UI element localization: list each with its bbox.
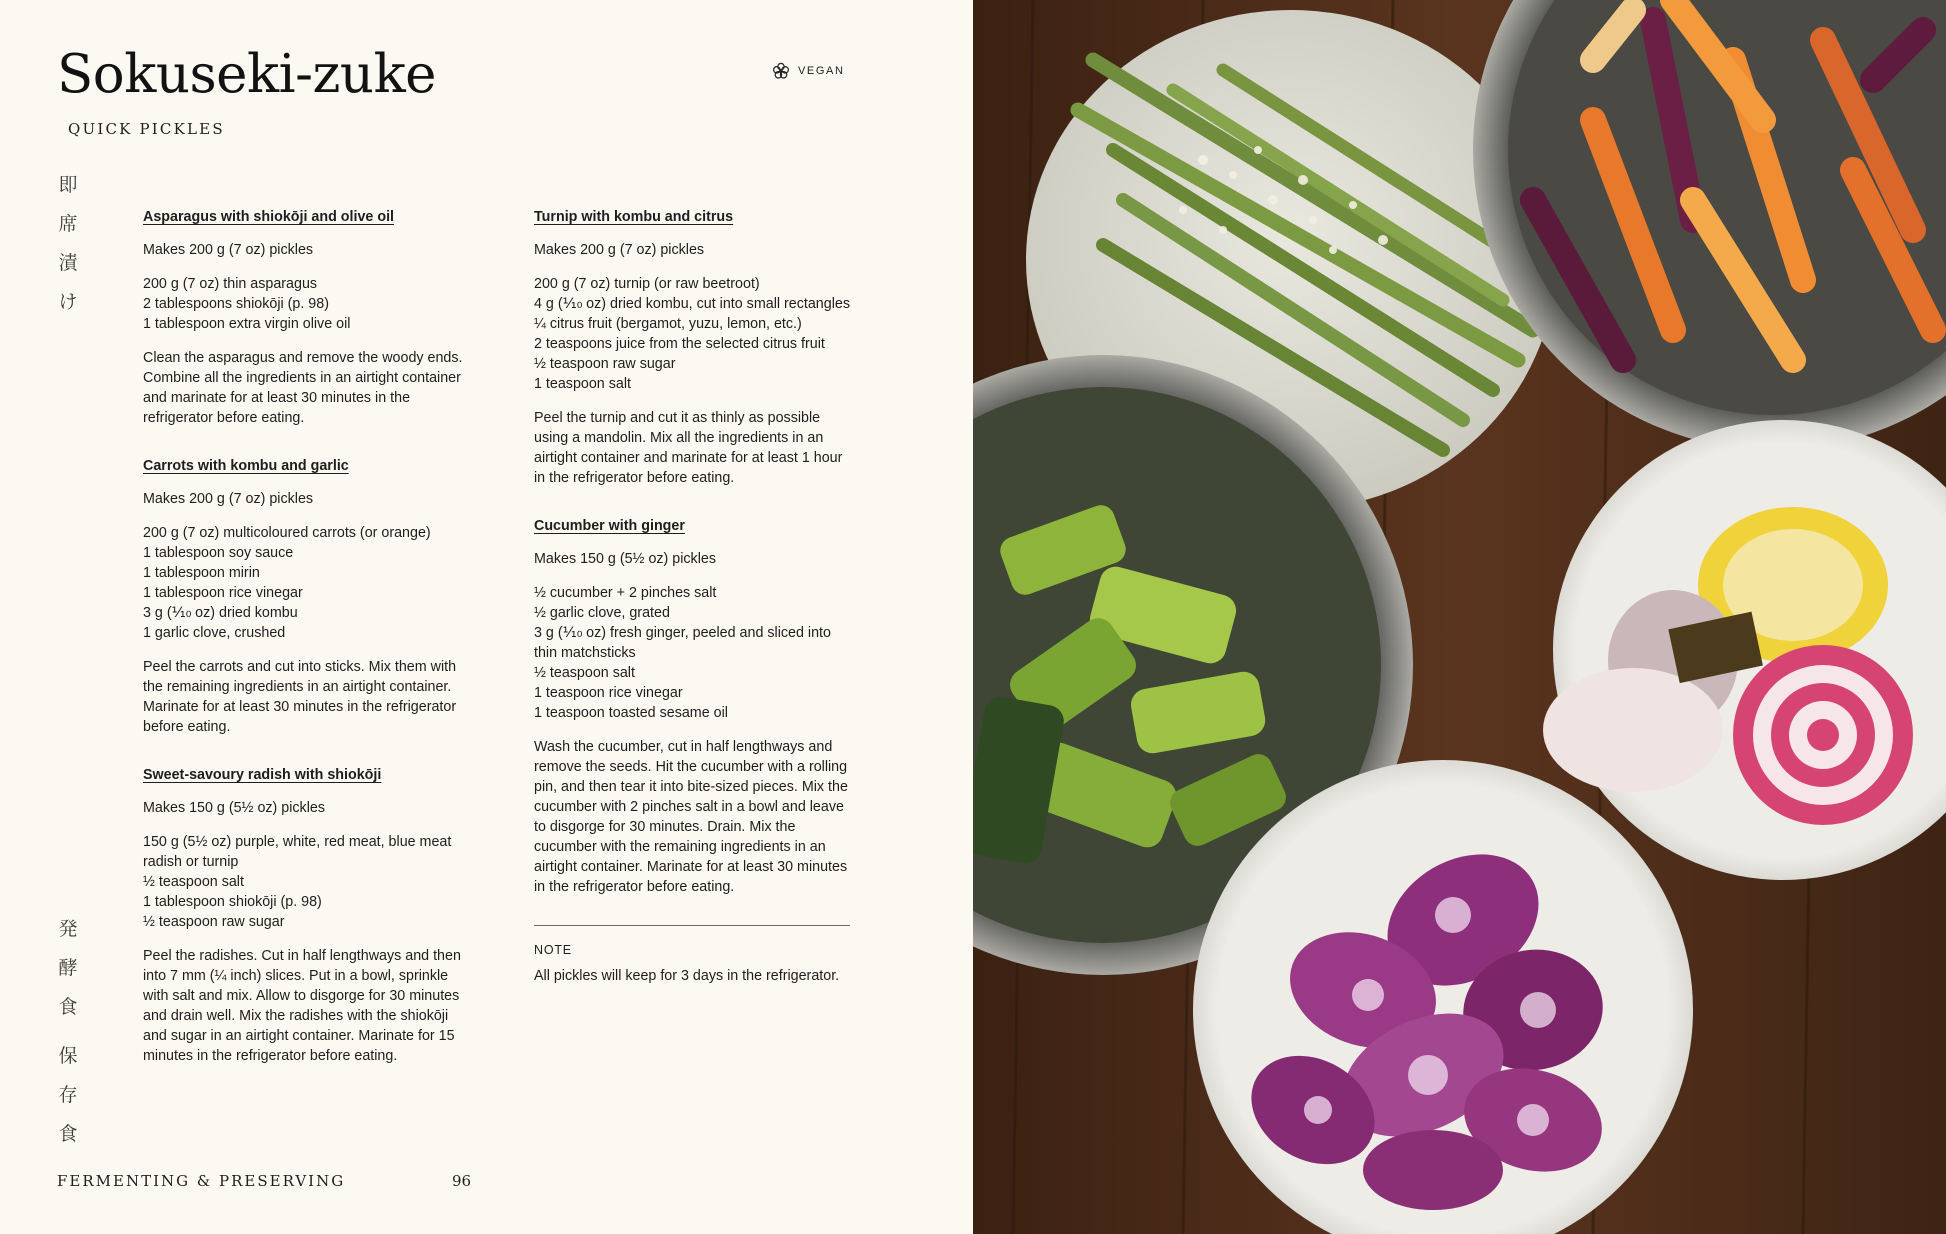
kanji-char: 即: [58, 174, 78, 196]
ingredient: 3 g (⅒ oz) dried kombu: [143, 605, 298, 621]
ingredient: 1 garlic clove, crushed: [143, 625, 286, 641]
page-title: Sokuseki-zuke: [57, 44, 437, 105]
ingredient: 4 g (⅒ oz) dried kombu, cut into small rectangles: [534, 296, 850, 312]
recipe-asparagus: [143, 207, 463, 428]
ingredient: ½ teaspoon salt: [534, 665, 635, 681]
recipe-method: Peel the turnip and cut it as thinly as possible using a mandolin. Mix all the ingredients in an airtight container and marinate for at least 1 hour in the refrigerator before eating.: [534, 410, 843, 486]
ingredient: 1 tablespoon soy sauce: [143, 545, 294, 561]
pickles-photo: [973, 0, 1946, 1234]
recipe-cucumber: [534, 516, 854, 897]
kanji-char: 存: [58, 1084, 78, 1106]
recipe-yield: Makes 150 g (5½ oz) pickles: [143, 800, 325, 816]
kanji-char: 食: [58, 1123, 78, 1145]
kanji-char: 発: [58, 918, 78, 940]
recipe-title: Sweet-savoury radish with shiokōji: [143, 767, 382, 783]
kanji-column-bottom: [56, 910, 80, 1154]
footer-section-title: FERMENTING & PRESERVING: [57, 1172, 346, 1190]
kanji-char: 席: [58, 213, 78, 235]
ingredient: 3 g (⅒ oz) fresh ginger, peeled and sliced into thin matchsticks: [534, 625, 831, 661]
note-text: All pickles will keep for 3 days in the refrigerator.: [534, 968, 840, 984]
recipe-title: Carrots with kombu and garlic: [143, 458, 349, 474]
recipe-title: Cucumber with ginger: [534, 518, 685, 534]
ingredient-list: [143, 274, 463, 334]
page-number: 96: [452, 1172, 472, 1190]
kanji-char: 保: [58, 1045, 78, 1067]
kanji-column-top: [56, 166, 80, 322]
ingredient: 2 tablespoons shiokōji (p. 98): [143, 296, 329, 312]
note-divider: [534, 925, 850, 926]
recipe-yield: Makes 200 g (7 oz) pickles: [143, 242, 314, 258]
recipe-yield: Makes 150 g (5½ oz) pickles: [534, 551, 716, 567]
recipe-radish: [143, 765, 463, 1066]
kanji-char: け: [58, 291, 78, 313]
note-label: NOTE: [534, 943, 572, 957]
ingredient: 200 g (7 oz) thin asparagus: [143, 276, 318, 292]
recipe-title: Asparagus with shiokōji and olive oil: [143, 209, 395, 225]
recipe-yield: Makes 200 g (7 oz) pickles: [534, 242, 705, 258]
vegan-label: VEGAN: [798, 65, 845, 77]
ingredient: 2 teaspoons juice from the selected citrus fruit: [534, 336, 825, 352]
recipe-turnip: [534, 207, 854, 488]
ingredient: ½ cucumber + 2 pinches salt: [534, 585, 717, 601]
ingredient: ¼ citrus fruit (bergamot, yuzu, lemon, etc.): [534, 316, 802, 332]
ingredient: 1 tablespoon rice vinegar: [143, 585, 303, 601]
ingredient: 200 g (7 oz) multicoloured carrots (or orange): [143, 525, 431, 541]
ingredient-list: [534, 583, 854, 723]
kanji-char: 酵: [58, 957, 78, 979]
recipe-method: Wash the cucumber, cut in half lengthways and remove the seeds. Hit the cucumber with a rolling pin, and then tear it into bite-sized pieces. Mix the cucumber with 2 pinches salt in a bowl and leave to disgorge for 30 minutes. Drain. Mix the cucumber with the remaining ingredients in an airtight container. Marinate for at least 30 minutes in the refrigerator before eating.: [534, 739, 848, 895]
recipe-carrots: [143, 456, 463, 737]
ingredient: 1 teaspoon toasted sesame oil: [534, 705, 728, 721]
ingredient: 1 tablespoon extra virgin olive oil: [143, 316, 351, 332]
kanji-char: 漬: [58, 252, 78, 274]
recipe-title: Turnip with kombu and citrus: [534, 209, 734, 225]
ingredient: ½ teaspoon raw sugar: [534, 356, 676, 372]
recipe-yield: Makes 200 g (7 oz) pickles: [143, 491, 314, 507]
ingredient-list: [143, 523, 463, 643]
ingredient: ½ teaspoon salt: [143, 874, 244, 890]
ingredient: 1 tablespoon shiokōji (p. 98): [143, 894, 322, 910]
ingredient: ½ teaspoon raw sugar: [143, 914, 285, 930]
ingredient: 200 g (7 oz) turnip (or raw beetroot): [534, 276, 760, 292]
ingredient-list: [143, 832, 463, 932]
recipe-column-left: [143, 207, 463, 1094]
ingredient: 150 g (5½ oz) purple, white, red meat, blue meat radish or turnip: [143, 834, 452, 870]
flower-icon: [772, 62, 790, 80]
ingredient: 1 teaspoon rice vinegar: [534, 685, 683, 701]
recipe-method: Clean the asparagus and remove the woody ends. Combine all the ingredients in an airtight container and marinate for at least 30 minutes in the refrigerator before eating.: [143, 350, 463, 426]
ingredient: ½ garlic clove, grated: [534, 605, 670, 621]
recipe-method: Peel the carrots and cut into sticks. Mix them with the remaining ingredients in an airtight container. Marinate for at least 30 minutes in the refrigerator before eating.: [143, 659, 457, 735]
recipe-method: Peel the radishes. Cut in half lengthways and then into 7 mm (¼ inch) slices. Put in a bowl, sprinkle with salt and mix. Allow to disgorge for 30 minutes and drain well. Mix the radishes with the shiokōji and sugar in an airtight container. Marinate for 15 minutes in the refrigerator before eating.: [143, 948, 461, 1064]
page-subtitle: QUICK PICKLES: [68, 120, 225, 138]
ingredient: 1 teaspoon salt: [534, 376, 631, 392]
ingredient-list: [534, 274, 854, 394]
ingredient: 1 tablespoon mirin: [143, 565, 260, 581]
vegan-badge: [772, 62, 845, 80]
kanji-char: 食: [58, 996, 78, 1018]
recipe-column-right: [534, 207, 854, 986]
